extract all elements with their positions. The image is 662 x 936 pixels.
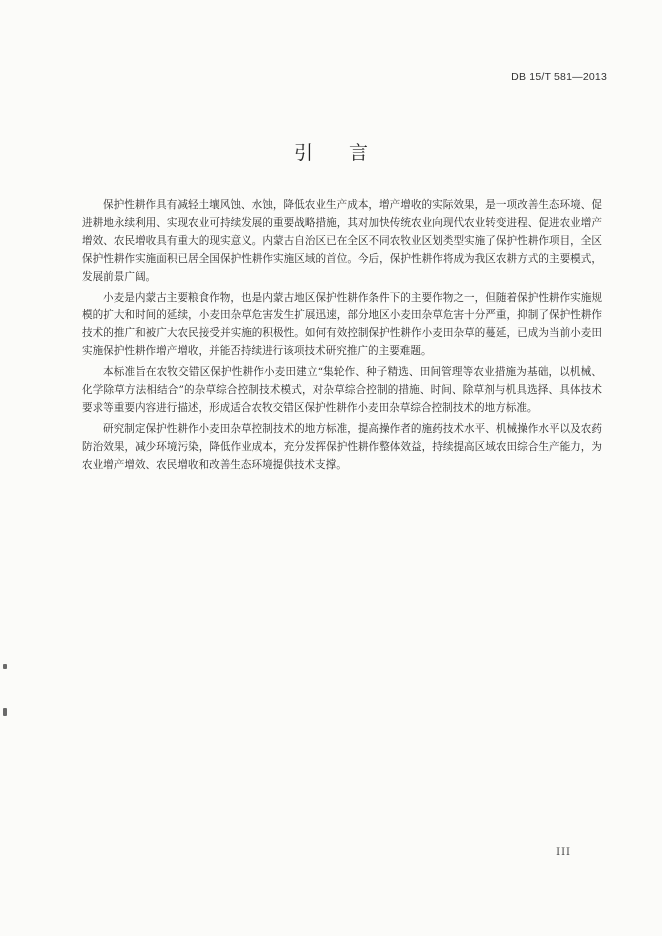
scan-artifact-mark	[3, 708, 7, 716]
standard-code: DB 15/T 581—2013	[511, 71, 607, 83]
introduction-body	[82, 197, 602, 478]
paragraph: 小麦是内蒙古主要粮食作物，也是内蒙古地区保护性耕作条件下的主要作物之一，但随着保护性耕作实施规模的扩大和时间的延续，小麦田杂草危害发生扩展迅速，部分地区小麦田杂草危害十分严重，抑制了保护性耕作技术的推广和被广大农民接受并实施的积极性。如何有效控制保护性耕作小麦田杂草的蔓延，已成为当前小麦田实施保护性耕作增产增收，并能否持续进行该项技术研究推广的主要难题。	[82, 291, 602, 358]
paragraph: 保护性耕作具有减轻土壤风蚀、水蚀，降低农业生产成本，增产增收的实际效果，是一项改善生态环境、促进耕地永续利用、实现农业可持续发展的重要战略措施，其对加快传统农业向现代农业转变进程、促进农业增产增效、农民增收具有重大的现实意义。内蒙古自治区已在全区不同农牧业区划类型实施了保护性耕作项目，全区保护性耕作实施面积已居全国保护性耕作实施区域的首位。今后，保护性耕作将成为我区农耕方式的主要模式，发展前景广阔。	[82, 199, 602, 283]
paragraph: 本标准旨在农牧交错区保护性耕作小麦田建立“集轮作、种子精选、田间管理等农业措施为基础，以机械、化学除草方法相结合”的杂草综合控制技术模式，对杂草综合控制的措施、时间、除草剂与机具选择、具体技术要求等重要内容进行描述，形成适合农牧交错区保护性耕作小麦田杂草综合控制技术的地方标准。	[82, 366, 602, 414]
page-title: 引言	[293, 142, 404, 164]
page-number: III	[556, 847, 571, 858]
scan-artifact-mark	[3, 664, 7, 669]
paragraph: 研究制定保护性耕作小麦田杂草控制技术的地方标准，提高操作者的施药技术水平、机械操作水平以及农药防治效果，减少环境污染，降低作业成本，充分发挥保护性耕作整体效益，持续提高区域农田综合生产能力，为农业增产增效、农民增收和改善生态环境提供技术支撑。	[82, 422, 602, 471]
